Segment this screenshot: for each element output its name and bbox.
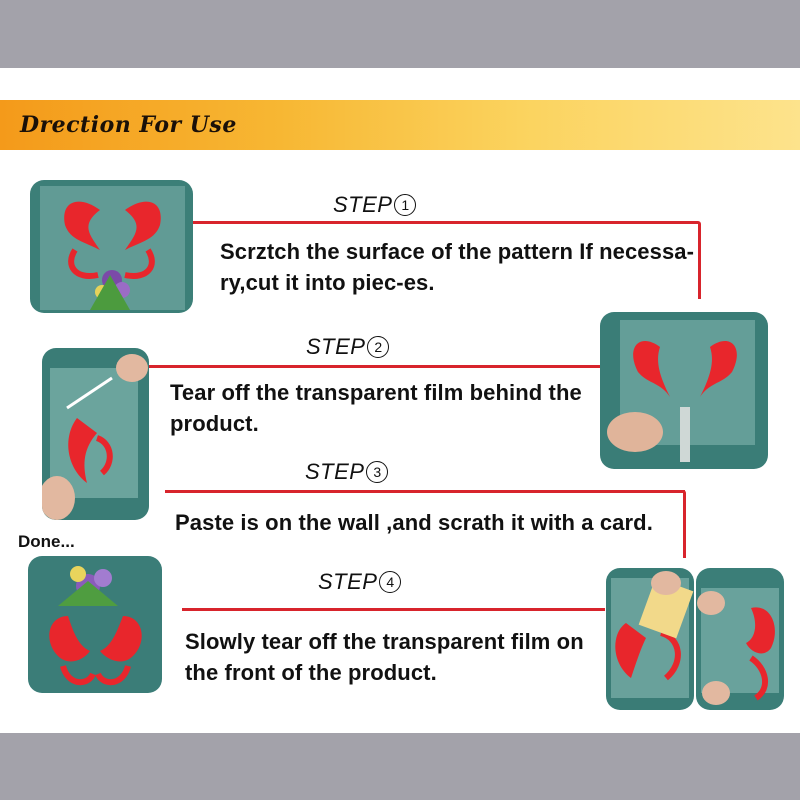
step2-label: STEP 2 <box>306 334 389 360</box>
direction-banner <box>0 100 800 150</box>
step1-photo <box>30 180 193 313</box>
step1-line-v <box>698 221 701 299</box>
step2-number: 2 <box>367 336 389 358</box>
step2-photo <box>42 348 149 520</box>
done-label: Done... <box>18 532 75 551</box>
step1b-photo <box>600 312 768 469</box>
step1-text <box>220 236 694 298</box>
step1-line-h <box>193 221 698 224</box>
step2-text-line2: product. <box>170 411 259 436</box>
step4-photo-right <box>696 568 784 710</box>
step2-text-line1: Tear off the transparent film behind the <box>170 380 582 405</box>
step3-text <box>175 507 653 538</box>
step1-label: STEP 1 <box>333 192 416 218</box>
step4-number: 4 <box>379 571 401 593</box>
banner-title: Drection For Use <box>20 112 237 138</box>
step1-text-line2: ry,cut it into piec-es. <box>220 270 435 295</box>
step3-line-v <box>683 490 686 558</box>
step1-number: 1 <box>394 194 416 216</box>
step3-text-line1: Paste is on the wall ,and scrath it with a card. <box>175 510 653 535</box>
step4-text-line2: the front of the product. <box>185 660 437 685</box>
step4-label: STEP 4 <box>318 569 401 595</box>
top-gray-band <box>0 0 800 68</box>
step4-photo-left <box>606 568 694 710</box>
step2-text <box>170 377 582 439</box>
step3-label: STEP 3 <box>305 459 388 485</box>
step4-line <box>182 608 605 611</box>
step4-text <box>185 626 584 688</box>
step3-line-h <box>165 490 685 493</box>
step1-text-line1: Scrztch the surface of the pattern If necessa- <box>220 239 695 264</box>
bottom-gray-band <box>0 733 800 800</box>
done-photo <box>28 556 162 693</box>
step4-text-line1: Slowly tear off the transparent film on <box>185 629 584 654</box>
step3-number: 3 <box>366 461 388 483</box>
step2-line <box>149 365 600 368</box>
